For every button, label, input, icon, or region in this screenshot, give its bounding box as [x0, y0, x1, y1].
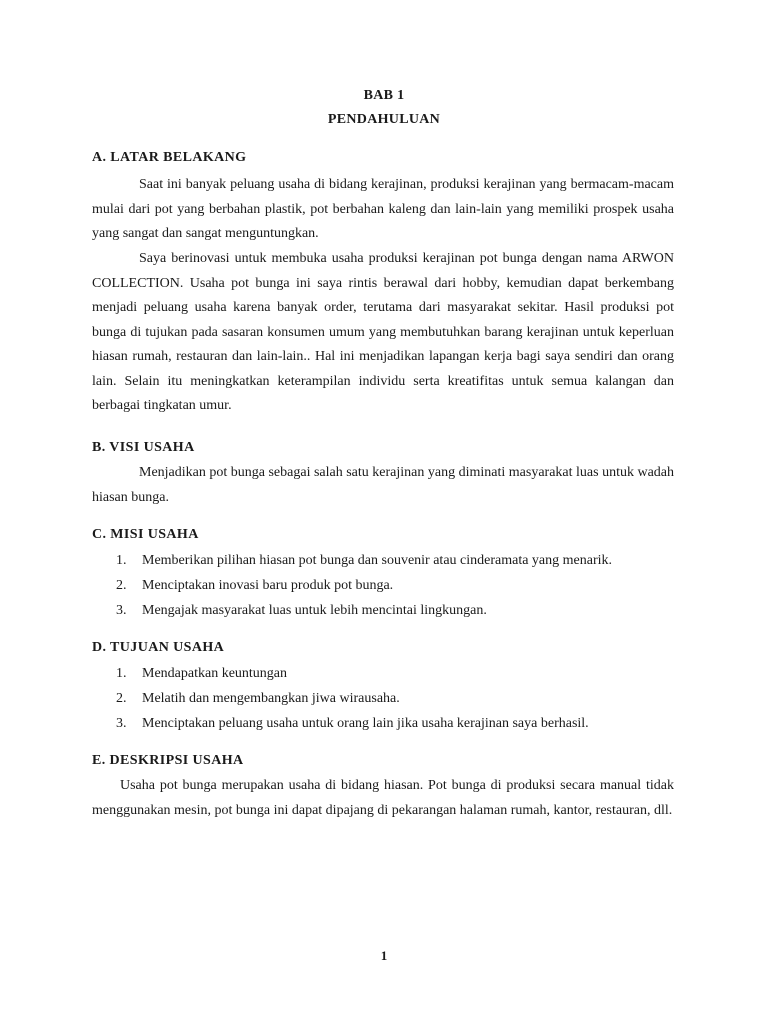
chapter-title: PENDAHULUAN — [327, 112, 441, 127]
list-item-text: Mendapatkan keuntungan — [142, 666, 288, 681]
list-item — [110, 548, 612, 573]
section-heading-visi-usaha: B. VISI USAHA — [92, 440, 195, 455]
section-heading-deskripsi-usaha: E. DESKRIPSI USAHA — [92, 753, 244, 768]
list-item-text: Melatih dan mengembangkan jiwa wirausaha. — [142, 691, 400, 706]
list-item — [110, 573, 612, 598]
deskripsi-usaha-paragraph: Usaha pot bunga merupakan usaha di bidang hiasan. Pot bunga di produksi secara manual tidak menggunakan mesin, pot bunga ini dapat dipajang di pekarangan halaman rumah, kantor, restauran, dll. — [92, 778, 674, 818]
visi-usaha-paragraph: Menjadikan pot bunga sebagai salah satu kerajinan yang diminati masyarakat luas untuk wadah hiasan bunga. — [92, 465, 674, 505]
list-item-text: Mengajak masyarakat luas untuk lebih mencintai lingkungan. — [142, 603, 487, 618]
list-item-text: Menciptakan peluang usaha untuk orang lain jika usaha kerajinan saya berhasil. — [142, 716, 589, 731]
list-item-number: 2. — [116, 691, 127, 706]
list-item-text: Memberikan pilihan hiasan pot bunga dan souvenir atau cinderamata yang menarik. — [142, 553, 613, 568]
section-heading-tujuan-usaha: D. TUJUAN USAHA — [92, 640, 225, 655]
list-item — [110, 661, 589, 686]
list-item-number: 2. — [116, 578, 127, 593]
page-number: 1 — [380, 948, 388, 963]
section-heading-misi-usaha: C. MISI USAHA — [92, 527, 199, 542]
list-item-text: Menciptakan inovasi baru produk pot bunga. — [142, 578, 394, 593]
list-item-number: 1. — [116, 666, 127, 681]
latar-belakang-paragraph-2: Saya berinovasi untuk membuka usaha produksi kerajinan pot bunga dengan nama ARWON COLLECTION. Usaha pot bunga ini saya rintis berawal dari hobby, kemudian dapat berkembang menjadi peluang usaha karena banyak order, terutama dari masyarakat sekitar. Hasil produksi pot bunga di tujukan pada sasaran konsumen umum yang membutuhkan barang kerajinan untuk keperluan hiasan rumah, restauran dan lain-lain.. Hal ini menjadikan lapangan kerja bagi saya sendiri dan orang lain. Selain itu meningkatkan keterampilan individu serta kreatifitas untuk semua kalangan dan berbagai tingkatan umur. — [92, 251, 674, 413]
section-heading-latar-belakang: A. LATAR BELAKANG — [92, 150, 247, 165]
list-item-number: 1. — [116, 553, 127, 568]
list-item-number: 3. — [116, 603, 127, 618]
chapter-label: BAB 1 — [363, 88, 405, 103]
list-item-number: 3. — [116, 716, 127, 731]
tujuan-usaha-list — [110, 661, 589, 736]
list-item — [110, 686, 589, 711]
list-item — [110, 598, 612, 623]
latar-belakang-paragraph-1: Saat ini banyak peluang usaha di bidang kerajinan, produksi kerajinan yang bermacam-macam mulai dari pot yang berbahan plastik, pot berbahan kaleng dan lain-lain yang memiliki prospek usaha yang sangat dan sangat menguntungkan. — [92, 177, 674, 241]
list-item — [110, 711, 589, 736]
misi-usaha-list — [110, 548, 612, 623]
